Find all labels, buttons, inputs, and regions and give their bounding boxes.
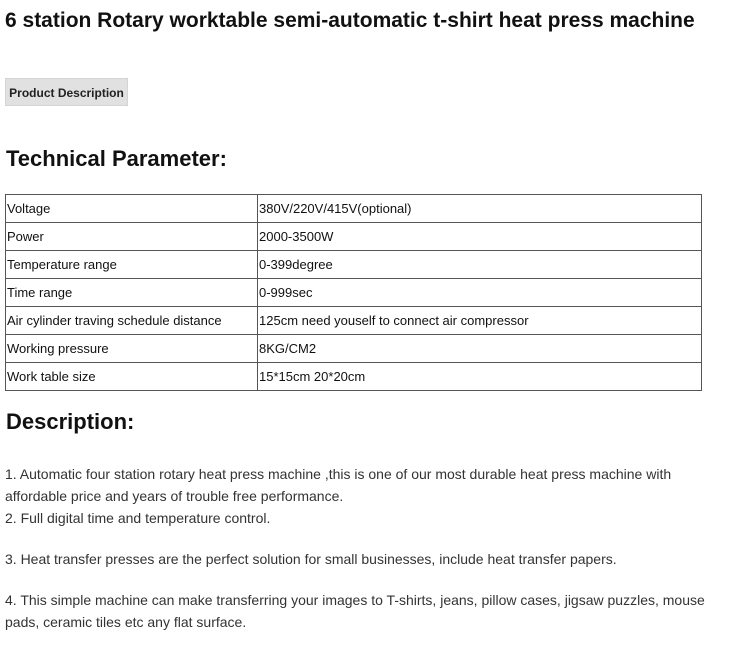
table-row bbox=[6, 335, 702, 363]
parameter-value: 8KG/CM2 bbox=[258, 335, 702, 363]
parameter-value: 0-999sec bbox=[258, 279, 702, 307]
description-heading: Description: bbox=[6, 409, 135, 434]
parameter-value: 125cm need youself to connect air compressor bbox=[258, 307, 702, 335]
parameter-value: 2000-3500W bbox=[258, 223, 702, 251]
parameter-label: Air cylinder traving schedule distance bbox=[6, 307, 258, 335]
parameter-value: 15*15cm 20*20cm bbox=[258, 363, 702, 391]
parameter-label: Time range bbox=[6, 279, 258, 307]
table-row bbox=[6, 363, 702, 391]
parameter-label: Temperature range bbox=[6, 251, 258, 279]
table-row bbox=[6, 223, 702, 251]
parameter-label: Working pressure bbox=[6, 335, 258, 363]
description-item: 3. Heat transfer presses are the perfect solution for small businesses, include heat transfer papers. bbox=[5, 551, 617, 567]
table-row bbox=[6, 279, 702, 307]
parameter-label: Work table size bbox=[6, 363, 258, 391]
description-item: 1. Automatic four station rotary heat press machine ,this is one of our most durable heat press machine with affordable price and years of trouble free performance. bbox=[5, 466, 672, 504]
table-row bbox=[6, 307, 702, 335]
description-item: 2. Full digital time and temperature control. bbox=[5, 510, 271, 526]
technical-parameter-heading: Technical Parameter: bbox=[6, 146, 227, 171]
parameter-value: 380V/220V/415V(optional) bbox=[258, 195, 702, 223]
table-row bbox=[6, 195, 702, 223]
technical-parameter-table bbox=[5, 194, 702, 391]
page-title: 6 station Rotary worktable semi-automatic t-shirt heat press machine bbox=[5, 9, 695, 32]
description-item: 4. This simple machine can make transferring your images to T-shirts, jeans, pillow cases, jigsaw puzzles, mouse pads, ceramic tiles etc any flat surface. bbox=[5, 592, 705, 630]
tab-product-description[interactable]: Product Description bbox=[5, 78, 128, 106]
parameter-value: 0-399degree bbox=[258, 251, 702, 279]
parameter-label: Power bbox=[6, 223, 258, 251]
description-list bbox=[5, 463, 725, 633]
parameter-label: Voltage bbox=[6, 195, 258, 223]
table-row bbox=[6, 251, 702, 279]
